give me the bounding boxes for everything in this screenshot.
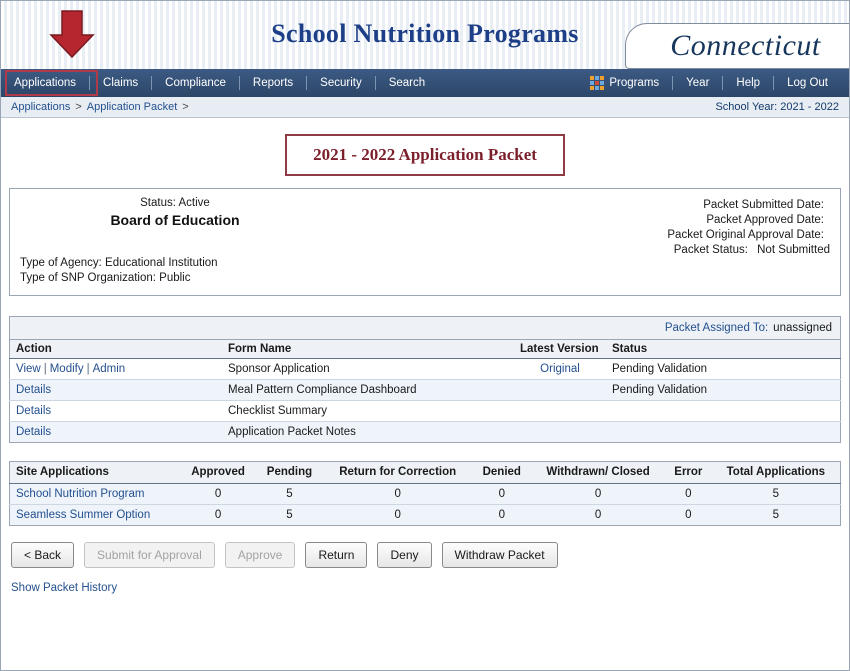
breadcrumb-item-application-packet[interactable]: Application Packet [86,101,178,113]
site-name-cell [10,484,180,505]
packet-original-approval-date-label: Packet Original Approval Date: [667,229,824,241]
packet-info-panel [9,188,841,296]
packet-submitted-date-label: Packet Submitted Date: [703,199,824,211]
site-return-for-correction: 0 [323,505,473,526]
action-view[interactable]: View [16,363,41,375]
nav-item-year[interactable]: Year [686,77,710,89]
breadcrumb [1,97,849,118]
row-version [514,422,606,443]
school-year-label: School Year: 2021 - 2022 [715,101,839,113]
site-applications-table [9,461,841,526]
nav-item-applications[interactable] [1,69,89,97]
action-buttons [9,542,841,568]
row-version [514,380,606,401]
table-row [10,422,841,443]
row-form-name: Checklist Summary [222,401,514,422]
nav-label-programs: Programs [609,77,660,89]
row-actions [10,359,223,380]
packet-submitted-date-row [667,198,830,213]
action-separator: | [86,363,90,375]
nav-right-group [577,69,849,97]
row-form-name: Meal Pattern Compliance Dashboard [222,380,514,401]
packet-status-value: Not Submitted [757,244,830,256]
submit-for-approval-button: Submit for Approval [84,542,215,568]
agency-info [10,197,340,228]
breadcrumb-separator: > [75,101,82,113]
forms-table-header-row [10,340,841,359]
page-banner [1,1,849,69]
state-badge [625,23,849,69]
table-row [10,380,841,401]
page-title: School Nutrition Programs [271,19,579,48]
agency-type-info [20,256,218,286]
packet-original-approval-date-row [667,228,830,243]
nav-label-applications: Applications [14,77,77,89]
row-form-name: Application Packet Notes [228,426,356,438]
row-status [606,401,841,422]
packet-assigned-value: unassigned [773,322,832,334]
type-of-snp-value: Public [159,272,191,284]
status-value: Active [178,197,210,209]
packet-history-section [9,582,841,594]
header-pending: Pending [256,462,323,484]
nav-item-reports[interactable]: Reports [252,77,294,89]
nav-item-search[interactable]: Search [388,77,426,89]
table-row [10,401,841,422]
main-navigation [1,69,849,97]
header-denied: Denied [473,462,531,484]
version-link-original[interactable]: Original [540,363,580,375]
site-name-cell [10,505,180,526]
packet-title: 2021 - 2022 Application Packet [285,134,565,176]
packet-title-wrap [9,134,841,176]
packet-assigned-label: Packet Assigned To: [664,322,769,334]
nav-item-logout[interactable]: Log Out [787,77,828,89]
site-withdrawn-closed: 0 [531,484,665,505]
packet-assigned-bar [9,316,841,339]
withdraw-packet-button[interactable]: Withdraw Packet [442,542,558,568]
approve-button: Approve [225,542,296,568]
row-version [514,359,606,380]
action-details[interactable]: Details [16,384,52,396]
nav-item-security[interactable]: Security [320,77,362,89]
type-of-snp-row [20,271,218,286]
site-table-head [10,462,841,484]
type-of-agency-row [20,256,218,271]
site-return-for-correction: 0 [323,484,473,505]
header-latest-version: Latest Version [514,340,606,359]
site-denied: 0 [473,484,531,505]
site-pending: 5 [256,484,323,505]
site-link-school-nutrition-program[interactable]: School Nutrition Program [16,488,145,500]
site-withdrawn-closed: 0 [531,505,665,526]
return-button[interactable]: Return [305,542,367,568]
site-error: 0 [665,505,712,526]
site-error: 0 [665,484,712,505]
site-total: 5 [712,505,841,526]
action-admin[interactable]: Admin [92,363,126,375]
row-status [606,422,841,443]
packet-approved-date-label: Packet Approved Date: [706,214,824,226]
site-denied: 0 [473,505,531,526]
type-of-agency-label: Type of Agency: [20,257,102,269]
breadcrumb-item-applications[interactable]: Applications [11,101,71,113]
packet-status-label: Packet Status: [673,244,748,256]
action-details[interactable]: Details [16,426,52,438]
site-link-seamless-summer-option[interactable]: Seamless Summer Option [16,509,151,521]
row-status: Pending Validation [606,380,841,401]
site-approved: 0 [180,505,256,526]
row-actions [10,401,223,422]
show-packet-history-link[interactable]: Show Packet History [11,582,118,594]
action-details[interactable]: Details [16,405,52,417]
row-actions [10,422,223,443]
status-label: Status: [140,197,176,209]
forms-table-body [10,359,841,443]
nav-item-compliance[interactable]: Compliance [165,77,226,89]
programs-grid-icon [590,76,604,90]
site-approved: 0 [180,484,256,505]
type-of-agency-value: Educational Institution [105,257,218,269]
header-total-applications: Total Applications [712,462,841,484]
row-version [514,401,606,422]
row-actions [10,380,223,401]
forms-table-head [10,340,841,359]
site-pending: 5 [256,505,323,526]
nav-item-help[interactable]: Help [736,77,761,89]
breadcrumb-separator: > [182,101,189,113]
row-status: Pending Validation [606,359,841,380]
packet-status-row [667,243,830,258]
site-table-body [10,484,841,526]
nav-item-programs[interactable] [577,69,672,97]
site-table-header-row [10,462,841,484]
action-modify[interactable]: Modify [49,363,84,375]
table-row [10,505,841,526]
header-status: Status [606,340,841,359]
header-withdrawn-closed: Withdrawn/ Closed [531,462,665,484]
header-site-applications: Site Applications [10,462,180,484]
header-action: Action [10,340,223,359]
agency-name: Board of Education [110,212,240,228]
header-form-name: Form Name [222,340,514,359]
header-error: Error [665,462,712,484]
type-of-snp-label: Type of SNP Organization: [20,272,156,284]
nav-left-group [1,69,438,97]
site-total: 5 [712,484,841,505]
header-approved: Approved [180,462,256,484]
action-separator: | [43,363,47,375]
nav-item-claims[interactable]: Claims [103,77,139,89]
table-row [10,359,841,380]
forms-table [9,339,841,443]
deny-button[interactable]: Deny [377,542,431,568]
packet-approved-date-row [667,213,830,228]
page-content [1,118,849,594]
header-return-for-correction: Return for Correction [323,462,473,484]
table-row [10,484,841,505]
back-button[interactable]: < Back [11,542,74,568]
packet-status-line [10,197,340,209]
site-applications-section [9,461,841,526]
state-name: Connecticut [670,29,821,62]
packet-dates [667,198,830,258]
row-form-name: Sponsor Application [222,359,514,380]
